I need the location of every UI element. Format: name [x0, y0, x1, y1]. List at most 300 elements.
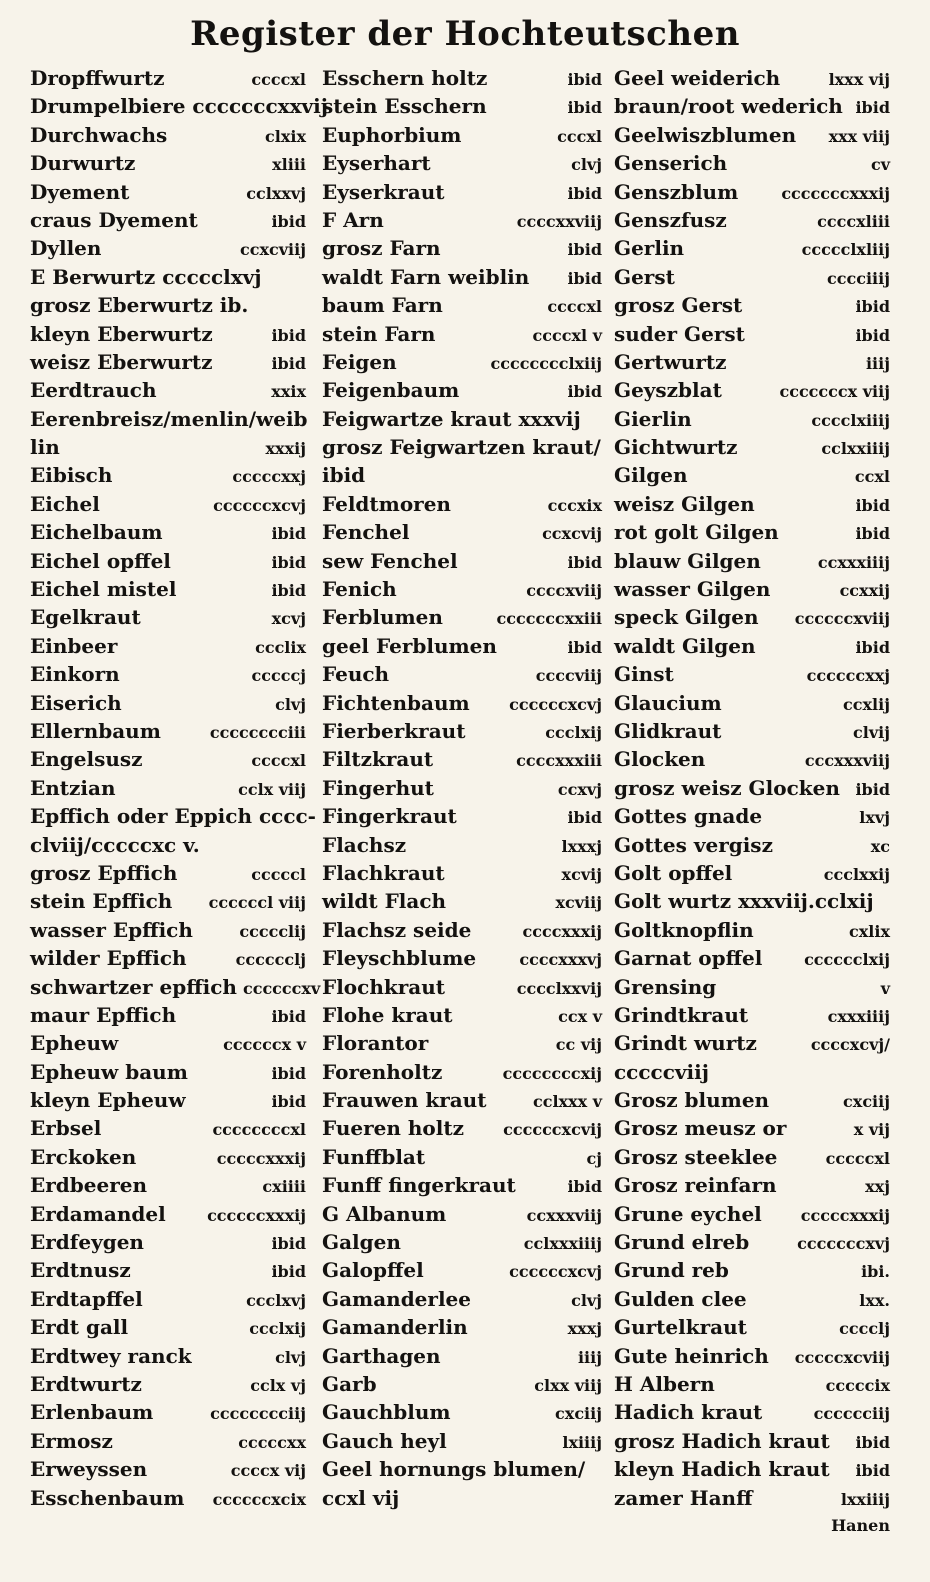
entry-term: Dyllen [30, 236, 102, 261]
index-entry [322, 745, 602, 773]
entry-term: suder Gerst [614, 321, 745, 346]
entry-term: wasser Epffich [30, 917, 193, 942]
entry-term: Esschenbaum [30, 1485, 185, 1510]
entry-term: Epffich oder Eppich cccc- [30, 804, 316, 829]
entry-term: Grund reb [614, 1258, 729, 1283]
entry-page-ref: ibid [567, 98, 602, 118]
index-entry [322, 291, 602, 319]
entry-term: Epheuw [30, 1031, 119, 1056]
index-entry [322, 320, 602, 348]
entry-term: Galgen [322, 1230, 401, 1255]
entry-term: Eyserhart [322, 151, 431, 176]
entry-page-ref: xcvj [271, 609, 306, 629]
index-entry [30, 831, 306, 859]
entry-term: Gulden clee [614, 1286, 747, 1311]
entry-page-ref: ccxl [854, 467, 890, 487]
index-entry [322, 1313, 602, 1341]
entry-page-ref: ccccxxviij [516, 211, 602, 231]
index-entry [614, 1398, 890, 1426]
entry-term: Hadich kraut [614, 1400, 763, 1425]
entry-term: Feigwartze kraut xxxvij [322, 406, 581, 431]
entry-page-ref: ccccccxviij [794, 609, 890, 629]
entry-page-ref: ibid [567, 1177, 602, 1197]
entry-term: wilder Epffich [30, 946, 187, 971]
index-entry [614, 490, 890, 518]
entry-term: Gertwurtz [614, 349, 727, 374]
index-entry [322, 206, 602, 234]
entry-page-ref: cclx vj [250, 1375, 306, 1395]
index-entry [614, 916, 890, 944]
entry-page-ref: xcvij [561, 864, 602, 884]
index-entry [322, 944, 602, 972]
index-entry [30, 575, 306, 603]
entry-term: kleyn Epheuw [30, 1088, 186, 1113]
entry-term: Garthagen [322, 1343, 441, 1368]
entry-term: weisz Gilgen [614, 491, 755, 516]
entry-page-ref: cclxxxiiij [523, 1234, 602, 1254]
index-entry [614, 603, 890, 631]
entry-term: Gamanderlin [322, 1315, 468, 1340]
entry-term: wildt Flach [322, 889, 447, 914]
entry-page-ref: ccclxij [545, 722, 602, 742]
entry-term: Flachsz [322, 832, 407, 857]
entry-page-ref: cxciij [843, 1092, 890, 1112]
entry-page-ref: ibid [271, 1006, 306, 1026]
index-entry [30, 859, 306, 887]
entry-term: Flochkraut [322, 974, 445, 999]
entry-term: Dropffwurtz [30, 66, 165, 90]
entry-page-ref: cccccccciij [210, 1404, 306, 1424]
entry-term: waldt Gilgen [614, 633, 756, 658]
index-entry [30, 291, 306, 319]
entry-page-ref: ibid [271, 524, 306, 544]
index-entry [322, 916, 602, 944]
entry-page-ref: ibid [855, 325, 890, 345]
entry-term: Geel weiderich [614, 66, 781, 90]
entry-term: Fingerkraut [322, 804, 457, 829]
index-entry [30, 1114, 306, 1142]
entry-term: Galopffel [322, 1258, 424, 1283]
entry-term: Gilgen [614, 463, 688, 488]
entry-page-ref: ibid [855, 779, 890, 799]
entry-page-ref: ccccccccxl [212, 1120, 306, 1140]
entry-page-ref: ccclix [255, 637, 306, 657]
index-entry [322, 1143, 602, 1171]
index-entry [30, 1342, 306, 1370]
entry-term: wasser Gilgen [614, 577, 771, 602]
index-entry [614, 774, 890, 802]
entry-page-ref: cxiiii [262, 1177, 306, 1197]
index-entry [30, 1313, 306, 1341]
entry-term: lin [30, 435, 60, 460]
entry-page-ref: ibid [855, 297, 890, 317]
index-entry [322, 1285, 602, 1313]
entry-term: Geel hornungs blumen/ [322, 1457, 586, 1482]
index-entry [322, 774, 602, 802]
entry-page-ref: iiij [865, 353, 890, 373]
entry-term: Gichtwurtz [614, 435, 738, 460]
index-entry [614, 575, 890, 603]
index-entry [30, 1228, 306, 1256]
entry-term: Fenchel [322, 520, 410, 545]
entry-page-ref: ibid [567, 382, 602, 402]
entry-page-ref: ccccccxcvj [509, 694, 602, 714]
index-entry [322, 660, 602, 688]
entry-term: Filtzkraut [322, 747, 434, 772]
index-entry [30, 887, 306, 915]
entry-page-ref: lxiiij [562, 1432, 602, 1452]
index-entry [30, 149, 306, 177]
index-entry [30, 405, 306, 433]
index-entry [30, 689, 306, 717]
entry-term: rot golt Gilgen [614, 520, 779, 545]
index-entry [30, 1058, 306, 1086]
entry-page-ref: cccccxxj [232, 467, 306, 487]
index-entry [322, 887, 602, 915]
entry-term: E Berwurtz ccccclxvj [30, 264, 262, 289]
entry-page-ref: clvj [275, 694, 306, 714]
entry-page-ref: lxxxj [561, 836, 602, 856]
index-entry [322, 490, 602, 518]
entry-term: Fenich [322, 577, 397, 602]
entry-term: kleyn Eberwurtz [30, 321, 213, 346]
entry-term: Entzian [30, 775, 116, 800]
index-entry [614, 1512, 890, 1540]
entry-page-ref: clvj [275, 1347, 306, 1367]
index-entry [30, 206, 306, 234]
entry-page-ref: xcviij [555, 893, 602, 913]
entry-term: speck Gilgen [614, 605, 759, 630]
index-entry [614, 859, 890, 887]
entry-page-ref: cc vij [555, 1035, 602, 1055]
index-entry [322, 1484, 602, 1512]
index-entry [30, 178, 306, 206]
entry-term: Grosz steeklee [614, 1144, 778, 1169]
entry-page-ref: cccclj [839, 1319, 890, 1339]
entry-term: Gamanderlee [322, 1286, 471, 1311]
entry-page-ref: ibid [271, 1092, 306, 1112]
index-entry [614, 802, 890, 830]
index-entry [30, 745, 306, 773]
entry-term: maur Epffich [30, 1002, 177, 1027]
entry-term: Ellernbaum [30, 718, 161, 743]
entry-term: ccxl vij [322, 1485, 400, 1510]
entry-page-ref: ccccccxxxij [207, 1205, 306, 1225]
entry-term: Gute heinrich [614, 1343, 769, 1368]
entry-term: Glidkraut [614, 718, 722, 743]
entry-page-ref: xc [870, 836, 890, 856]
entry-term: schwartzer epffich [30, 974, 237, 999]
index-entry [614, 1228, 890, 1256]
entry-page-ref: cxlix [849, 921, 890, 941]
entry-term: Fichtenbaum [322, 690, 470, 715]
entry-page-ref: xxj [865, 1177, 890, 1197]
entry-term: Eichel [30, 491, 100, 516]
entry-term: Eichel opffel [30, 548, 171, 573]
entry-page-ref: clvij [853, 722, 890, 742]
entry-page-ref: cccxl [557, 126, 602, 146]
entry-term: Erdfeygen [30, 1230, 144, 1255]
index-entry [30, 1455, 306, 1483]
entry-page-ref: ccccxl [547, 297, 602, 317]
entry-page-ref: ccccxcvj/ [810, 1035, 890, 1055]
index-entry [322, 1455, 602, 1483]
index-entry [322, 121, 602, 149]
entry-page-ref: ccccxxxiii [516, 751, 602, 771]
entry-page-ref: ccxlij [843, 694, 890, 714]
entry-page-ref: ibid [567, 808, 602, 828]
entry-term: Geyszblat [614, 378, 722, 403]
index-entry [614, 689, 890, 717]
page-title: Register der Hochteutschen [190, 14, 740, 54]
entry-page-ref: ccccccx v [223, 1035, 306, 1055]
index-entry [322, 433, 602, 461]
entry-page-ref: xliii [272, 155, 306, 175]
entry-term: geel Ferblumen [322, 633, 497, 658]
entry-term: Gauchblum [322, 1400, 451, 1425]
entry-page-ref: cclx viij [238, 779, 306, 799]
index-entry [30, 490, 306, 518]
entry-term: Glocken [614, 747, 706, 772]
entry-term: stein Esschern [322, 94, 487, 119]
index-entry [614, 1171, 890, 1199]
entry-term: Egelkraut [30, 605, 141, 630]
entry-term: grosz Feigwartzen kraut/ [322, 435, 601, 460]
index-entry [614, 64, 890, 92]
entry-term: Erdtnusz [30, 1258, 131, 1283]
index-entry [322, 632, 602, 660]
index-entry [322, 1200, 602, 1228]
index-entry [614, 1342, 890, 1370]
entry-page-ref: ccccccl viij [208, 893, 306, 913]
entry-term: Garb [322, 1371, 377, 1396]
entry-term: Fleyschblume [322, 946, 477, 971]
entry-term: Einbeer [30, 633, 118, 658]
entry-page-ref: ccccclij [239, 921, 306, 941]
entry-term: grosz Epffich [30, 860, 178, 885]
index-entry [614, 1029, 890, 1057]
entry-page-ref: ibid [271, 1063, 306, 1083]
index-entry [322, 92, 602, 120]
entry-term: Drumpelbiere cccccccxxvij [30, 94, 328, 119]
index-entry [30, 632, 306, 660]
entry-page-ref: cccxix [547, 495, 602, 515]
entry-page-ref: cccclxxvij [516, 978, 602, 998]
entry-page-ref: cccccix [825, 1375, 890, 1395]
index-entry [614, 1455, 890, 1483]
index-column-1 [30, 64, 328, 1512]
entry-page-ref: ccccxxxij [522, 921, 602, 941]
entry-term: Euphorbium [322, 122, 462, 147]
entry-term: Gerst [614, 264, 675, 289]
index-entry [322, 234, 602, 262]
index-entry [322, 1114, 602, 1142]
entry-page-ref: cccccxxxij [800, 1205, 890, 1225]
entry-page-ref: ccclxij [249, 1319, 306, 1339]
entry-page-ref: ccccxl [251, 751, 306, 771]
entry-term: Garnat opffel [614, 946, 763, 971]
index-entry [30, 1143, 306, 1171]
entry-page-ref: ibid [271, 1262, 306, 1282]
index-entry [30, 973, 321, 1001]
index-entry [30, 547, 306, 575]
entry-page-ref: ccccxviij [526, 581, 602, 601]
entry-page-ref: cccccxl [825, 1148, 890, 1168]
index-entry [614, 1427, 890, 1455]
entry-page-ref: ccccx vij [230, 1461, 306, 1481]
index-entry [30, 92, 328, 120]
index-entry [30, 376, 306, 404]
index-entry [322, 461, 602, 489]
entry-page-ref: ccccclxliij [801, 240, 890, 260]
entry-page-ref: ibid [567, 240, 602, 260]
index-entry [322, 1342, 602, 1370]
entry-page-ref: ccccviij [535, 666, 602, 686]
index-entry [30, 717, 306, 745]
entry-page-ref: cccccccxxxij [781, 183, 890, 203]
entry-term: Feigenbaum [322, 378, 460, 403]
index-entry [322, 859, 602, 887]
entry-term: grosz Eberwurtz ib. [30, 293, 249, 318]
entry-term: Grund elreb [614, 1230, 750, 1255]
entry-term: grosz weisz Glocken [614, 775, 840, 800]
entry-term: F Arn [322, 207, 384, 232]
index-entry [30, 802, 316, 830]
entry-term: baum Farn [322, 293, 443, 318]
entry-term: Flohe kraut [322, 1002, 453, 1027]
entry-page-ref: ibid [855, 524, 890, 544]
entry-term: Dyement [30, 179, 130, 204]
entry-page-ref: cccccxx [238, 1432, 306, 1452]
entry-term: H Albern [614, 1371, 715, 1396]
entry-term: Glaucium [614, 690, 722, 715]
index-entry [30, 1256, 306, 1284]
entry-page-ref: ccclxvj [246, 1290, 306, 1310]
entry-term: Eerenbreisz/menlin/weib [30, 406, 308, 431]
entry-page-ref: cclxxvj [246, 183, 306, 203]
entry-term: zamer Hanff [614, 1485, 753, 1510]
entry-term: Forenholtz [322, 1059, 443, 1084]
entry-term: Funffblat [322, 1144, 426, 1169]
entry-page-ref: ibid [567, 552, 602, 572]
entry-term: Eyserkraut [322, 179, 445, 204]
index-entry [322, 1370, 602, 1398]
entry-page-ref: ccccccxcix [212, 1489, 306, 1509]
index-entry [614, 1114, 890, 1142]
entry-page-ref: ccx v [558, 1006, 602, 1026]
index-entry [322, 178, 602, 206]
index-entry [30, 1001, 306, 1029]
entry-page-ref: clvj [571, 155, 602, 175]
entry-term: Funff fingerkraut [322, 1173, 516, 1198]
index-entry [614, 234, 890, 262]
entry-page-ref: cccccciij [813, 1404, 890, 1424]
entry-page-ref: ibid [271, 353, 306, 373]
index-entry [30, 518, 306, 546]
index-entry [614, 1200, 890, 1228]
index-entry [30, 348, 306, 376]
index-entry [30, 1285, 306, 1313]
entry-term: Golt wurtz xxxviij.cclxij [614, 889, 874, 914]
entry-page-ref: cclxxiiij [821, 439, 890, 459]
index-entry [614, 121, 890, 149]
index-entry [30, 234, 306, 262]
entry-term: grosz Hadich kraut [614, 1428, 830, 1453]
entry-page-ref: ccccxliii [817, 211, 890, 231]
entry-page-ref: ccccccccxij [502, 1063, 602, 1083]
index-entry [30, 1200, 306, 1228]
index-entry [322, 547, 602, 575]
entry-page-ref: cccccccclxiij [490, 353, 602, 373]
entry-page-ref: lxxiiij [840, 1489, 890, 1509]
entry-term: Genserich [614, 151, 728, 176]
index-entry [322, 575, 602, 603]
index-entry [322, 603, 602, 631]
index-entry [30, 320, 306, 348]
index-entry [30, 1370, 306, 1398]
index-entry [614, 1313, 890, 1341]
entry-page-ref: ccccxxxvj [519, 950, 602, 970]
index-entry [322, 1058, 602, 1086]
entry-term: Fueren holtz [322, 1116, 464, 1141]
index-entry [614, 461, 890, 489]
entry-page-ref: ccccccxcvj [509, 1262, 602, 1282]
index-entry [614, 1285, 890, 1313]
index-entry [30, 461, 306, 489]
entry-term: grosz Gerst [614, 293, 743, 318]
entry-term: waldt Farn weiblin [322, 264, 530, 289]
entry-term: Feldtmoren [322, 491, 451, 516]
entry-term: Genszfusz [614, 207, 727, 232]
entry-page-ref: cccccccciii [209, 722, 306, 742]
entry-term: Golt opffel [614, 860, 733, 885]
entry-term: Gerlin [614, 236, 685, 261]
index-entry [322, 717, 602, 745]
index-entry [614, 1086, 890, 1114]
index-entry [614, 717, 890, 745]
index-entry [614, 433, 890, 461]
index-entry [322, 1001, 602, 1029]
index-entry [614, 206, 890, 234]
entry-term: clviij/cccccxc v. [30, 832, 200, 857]
index-entry [30, 433, 306, 461]
entry-term: Erlenbaum [30, 1400, 154, 1425]
index-entry [30, 64, 306, 92]
entry-page-ref: ccccccxcvij [503, 1120, 602, 1140]
entry-term: Einkorn [30, 662, 120, 687]
index-entry [614, 1256, 890, 1284]
entry-term: Flachkraut [322, 860, 445, 885]
entry-page-ref: ccccxl v [532, 325, 602, 345]
entry-term: Eerdtrauch [30, 378, 157, 403]
entry-page-ref: cclxxx v [532, 1092, 602, 1112]
entry-term: Esschern holtz [322, 66, 488, 90]
entry-page-ref: ibi. [861, 1262, 890, 1282]
entry-page-ref: cxxxiiij [827, 1006, 890, 1026]
entry-term: Erdtwurtz [30, 1371, 142, 1396]
entry-term: stein Epffich [30, 889, 173, 914]
entry-page-ref: ibid [271, 1234, 306, 1254]
entry-term: stein Farn [322, 321, 436, 346]
entry-page-ref: ccxvj [557, 779, 602, 799]
index-entry [30, 121, 306, 149]
entry-term: grosz Farn [322, 236, 441, 261]
entry-term: Erckoken [30, 1144, 137, 1169]
index-entry [322, 518, 602, 546]
entry-page-ref: lxxx vij [828, 70, 890, 89]
index-entry [322, 1171, 602, 1199]
index-entry [614, 518, 890, 546]
